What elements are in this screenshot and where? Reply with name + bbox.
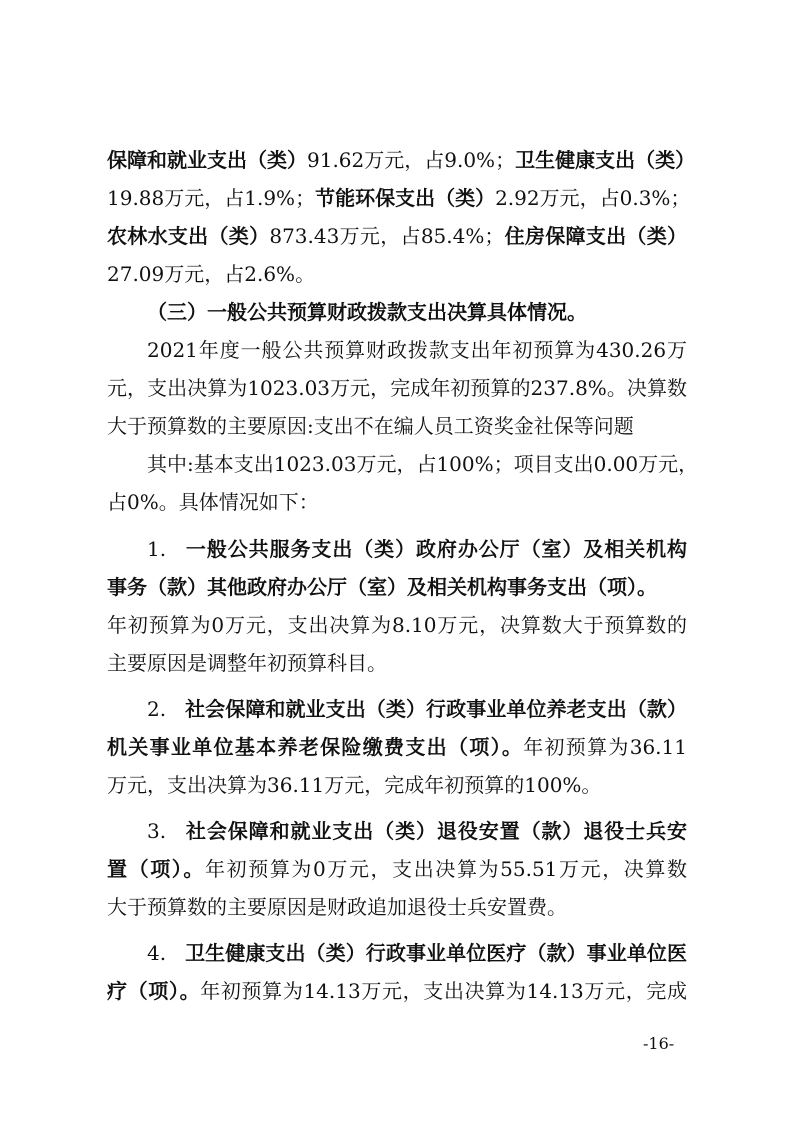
text-line: 年初预算为0万元，支出决算为8.10万元，决算数大于预算数的 xyxy=(107,613,687,637)
text-line: 主要原因是调整年初预算科目。 xyxy=(107,651,387,675)
text-line: 27.09万元，占2.6%。 xyxy=(107,262,316,286)
page-number: -16- xyxy=(643,1034,675,1053)
text-line: 占0%。具体情况如下： xyxy=(107,490,319,514)
text-line: 机关事业单位基本养老保险缴费支出（项）。年初预算为36.11 xyxy=(107,735,687,759)
item-heading: 事务（款）其他政府办公厅（室）及相关机构事务支出（项）。 xyxy=(107,575,657,599)
text-line: 19.88万元，占1.9%；节能环保支出（类）2.92万元，占0.3%； xyxy=(107,186,691,210)
text-line: 置（项）。年初预算为0万元，支出决算为55.51万元，决算数 xyxy=(107,857,688,881)
text-line: 大于预算数的主要原因:支出不在编人员工资奖金社保等问题 xyxy=(107,414,634,438)
text-line: 2021年度一般公共预算财政拨款支出年初预算为430.26万 xyxy=(147,338,687,362)
text-line: 元，支出决算为1023.03万元，完成年初预算的237.8%。决算数 xyxy=(107,376,687,400)
item-heading: 1. 一般公共服务支出（类）政府办公厅（室）及相关机构 xyxy=(147,537,687,561)
section-heading: （三）一般公共预算财政拨款支出决算具体情况。 xyxy=(147,300,587,324)
text-line: 万元，支出决算为36.11万元，完成年初预算的100%。 xyxy=(107,773,602,797)
text-line: 大于预算数的主要原因是财政追加退役士兵安置费。 xyxy=(107,895,567,919)
text-line: 疗（项）。年初预算为14.13万元，支出决算为14.13万元，完成 xyxy=(107,979,688,1003)
text-line: 其中:基本支出1023.03万元，占100%；项目支出0.00万元， xyxy=(147,452,699,476)
item-heading: 2. 社会保障和就业支出（类）行政事业单位养老支出（款） xyxy=(147,697,687,721)
item-heading: 3. 社会保障和就业支出（类）退役安置（款）退役士兵安 xyxy=(147,819,687,843)
text-line: 保障和就业支出（类）91.62万元，占9.0%；卫生健康支出（类） xyxy=(107,148,696,172)
text-line: 农林水支出（类）873.43万元，占85.4%；住房保障支出（类） xyxy=(107,224,688,248)
item-heading: 4. 卫生健康支出（类）行政事业单位医疗（款）事业单位医 xyxy=(147,941,687,965)
